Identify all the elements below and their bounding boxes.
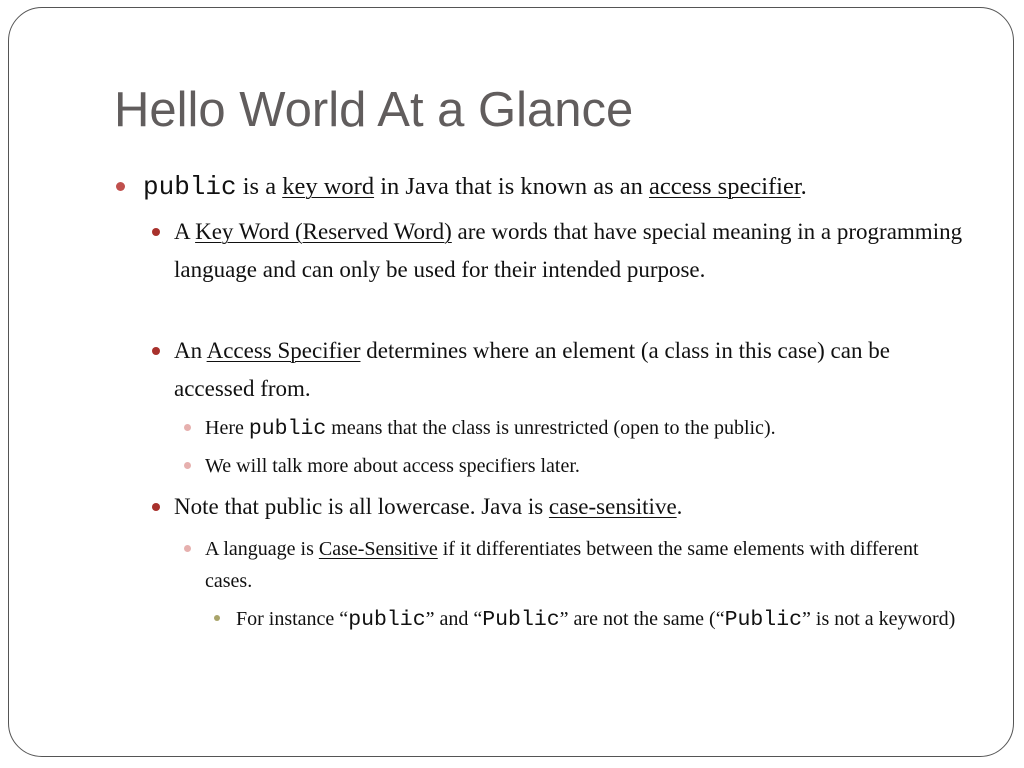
text: . [800,173,807,200]
text: We will talk more about access specifiers later. [205,455,580,477]
bullet-dot-level-2 [152,228,160,236]
text: in Java that is known as an [374,173,649,200]
code-public: public [348,608,426,632]
text: ” and “ [425,608,483,630]
text: Note that public is all lowercase. Java is [174,494,549,519]
bullet-dot-level-3 [184,545,191,552]
code-public-capitalized: Public [482,608,560,632]
text: means that the class is unrestricted (open to the public). [326,417,776,439]
text: is a [236,173,283,200]
bullet-case-sensitive-note [174,488,974,526]
key-word-term: key word [282,173,375,200]
text: ” is not a keyword) [802,608,956,630]
text: An [174,338,207,363]
code-public: public [143,172,237,202]
key-word-reserved-term: Key Word (Reserved Word) [195,219,452,244]
access-specifier-term: access specifier [648,173,801,200]
bullet-dot-level-2 [152,503,160,511]
text: ” are not the same (“ [559,608,725,630]
text: are words that have special meaning in a programming language and can only be used for their intended purpose. [174,219,963,282]
text: Here [205,417,249,439]
text: determines where an element (a class in this case) can be accessed from. [174,338,890,401]
bullet-dot-level-3 [184,424,191,431]
bullet-public-example [236,603,966,636]
bullet-access-specifier-definition [174,332,974,407]
bullet-talk-later [205,450,975,482]
bullet-dot-level-3 [184,462,191,469]
text: if it differentiates between the same elements with different cases. [205,538,919,592]
bullet-dot-level-2 [152,347,160,355]
bullet-dot-level-1 [116,182,125,191]
text: A language is [205,538,319,560]
case-sensitive-term: case-sensitive [548,494,677,519]
bullet-here-public [205,412,975,445]
bullet-key-word-definition [174,213,974,288]
code-public-capitalized: Public [724,608,803,632]
access-specifier-defined-term: Access Specifier [206,338,361,363]
text: . [676,494,683,519]
code-public: public [248,417,327,441]
case-sensitive-defined-term: Case-Sensitive [318,538,438,560]
text: For instance “ [236,608,349,630]
bullet-public-keyword [143,169,983,205]
text: A [174,219,196,244]
bullet-case-sensitive-definition [205,533,950,597]
bullet-dot-level-4 [214,615,220,621]
slide-title: Hello World At a Glance [114,83,634,137]
